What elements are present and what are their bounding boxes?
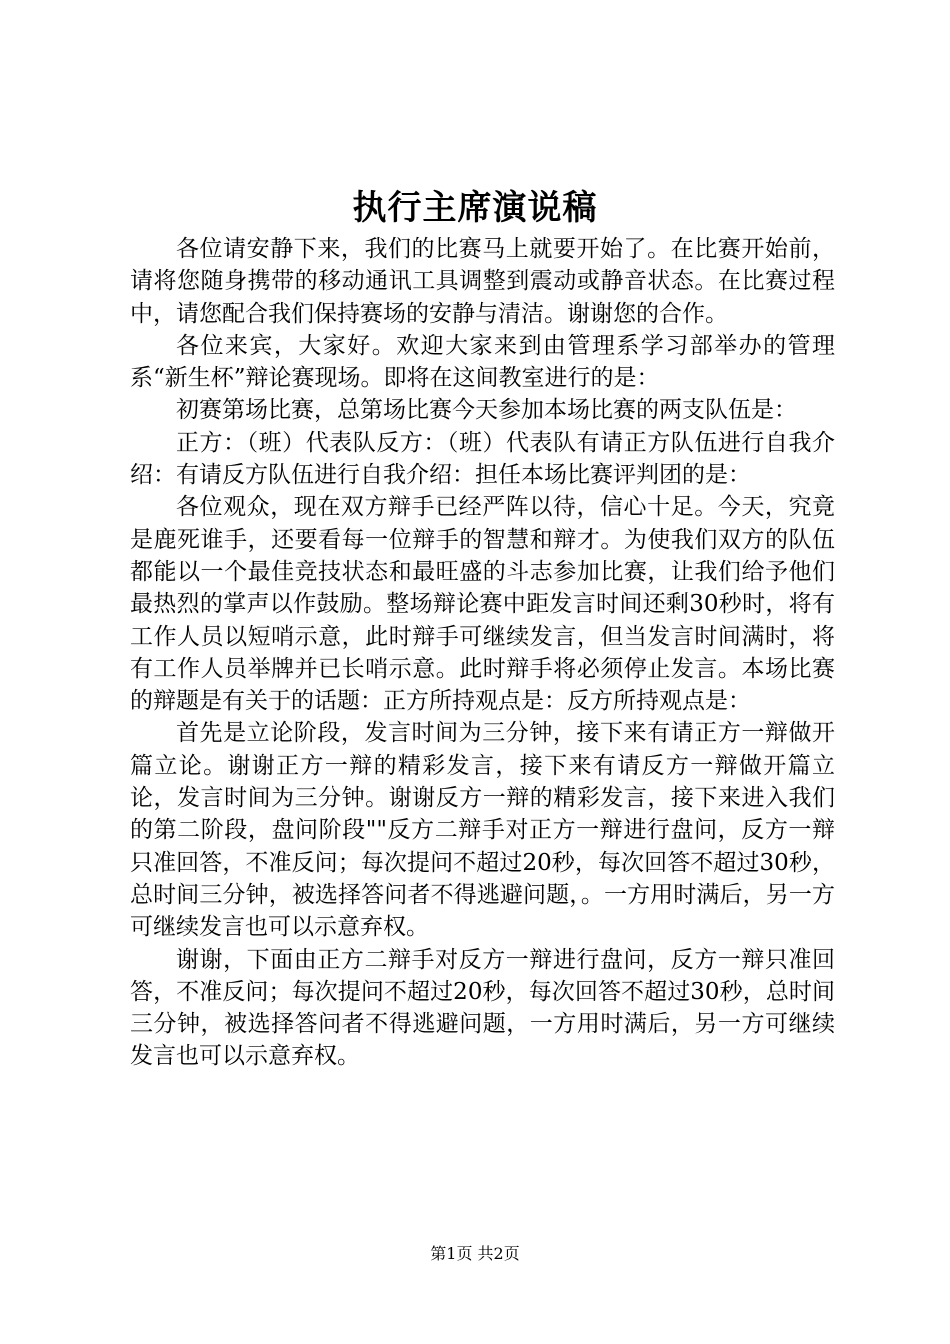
page-number-footer: 第1页 共2页 — [430, 1244, 520, 1263]
document-body — [130, 233, 835, 1073]
body-paragraph: 各位来宾，大家好。欢迎大家来到由管理系学习部举办的管理系“新生杯”辩论赛现场。即将在这间教室进行的是： — [130, 332, 835, 392]
document-title: 执行主席演说稿 — [352, 188, 598, 228]
body-paragraph: 各位观众，现在双方辩手已经严阵以待，信心十足。今天，究竟是鹿死谁手，还要看每一位辩手的智慧和辩才。为使我们双方的队伍都能以一个最佳竞技状态和最旺盛的斗志参加比赛，让我们给予他们最热烈的掌声以作鼓励。整场辩论赛中距发言时间还剩30秒时，将有工作人员以短哨示意，此时辩手可继续发言，但当发言时间满时，将有工作人员举牌并已长哨示意。此时辩手将必须停止发言。本场比赛的辩题是有关于的话题：正方所持观点是：反方所持观点是： — [130, 494, 835, 715]
body-paragraph: 首先是立论阶段，发言时间为三分钟，接下来有请正方一辩做开篇立论。谢谢正方一辩的精彩发言，接下来有请反方一辩做开篇立论，发言时间为三分钟。谢谢反方一辩的精彩发言，接下来进入我们的第二阶段，盘问阶段""反方二辩手对正方一辩进行盘问，反方一辩只准回答，不准反问；每次提问不超过20秒，每次回答不超过30秒，总时间三分钟，被选择答问者不得逃避问题，。一方用时满后，另一方可继续发言也可以示意弃权。 — [130, 720, 835, 941]
body-paragraph: 谢谢，下面由正方二辩手对反方一辩进行盘问，反方一辩只准回答，不准反问；每次提问不超过20秒，每次回答不超过30秒，总时间三分钟，被选择答问者不得逃避问题，一方用时满后，另一方可继续发言也可以示意弃权。 — [130, 946, 835, 1070]
body-paragraph: 各位请安静下来，我们的比赛马上就要开始了。在比赛开始前，请将您随身携带的移动通讯工具调整到震动或静音状态。在比赛过程中，请您配合我们保持赛场的安静与清洁。谢谢您的合作。 — [130, 236, 835, 327]
body-paragraph: 初赛第场比赛，总第场比赛今天参加本场比赛的两支队伍是： — [176, 397, 797, 424]
body-paragraph: 正方：（班）代表队反方：（班）代表队有请正方队伍进行自我介绍：有请反方队伍进行自我介绍：担任本场比赛评判团的是： — [130, 429, 835, 489]
